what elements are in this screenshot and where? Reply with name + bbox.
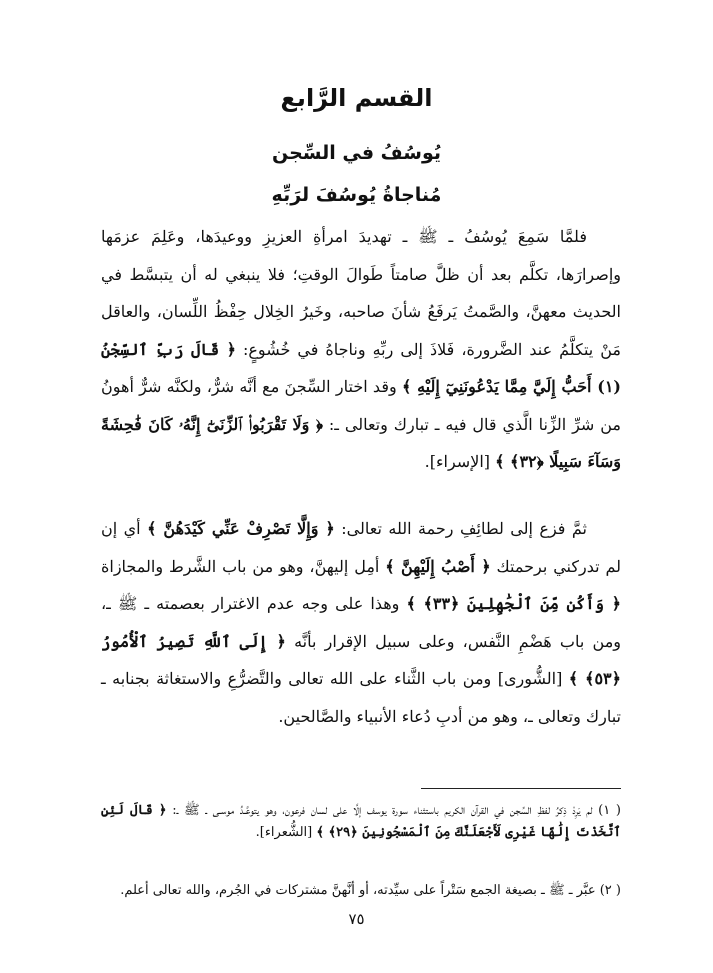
footnote-1 <box>101 800 621 844</box>
paragraph-2-text-e: [الشُّورى] ومن باب الثَّناء على الله تعالى والتَّضرُّعِ والاستغاثة بجنابه ـ تبارك وتعالى ـ، وهو من أدبِ دُعاء الأنبياء والصَّالحين. <box>101 669 621 726</box>
quran-quote: ﴿ أَصْبُ إِلَيْهِنَّ ﴾ <box>385 556 491 576</box>
chapter-title: يُوسُفُ في السِّجن <box>271 142 442 164</box>
section-heading: القسم الرَّابع <box>280 84 433 112</box>
quran-quote: ﴿ وَإِلَّا تَصْرِفْ عَنِّي كَيْدَهُنَّ ﴾ <box>147 519 335 538</box>
footnote-separator <box>421 788 621 789</box>
page-number: ٧٥ <box>348 910 365 928</box>
paragraph-1 <box>101 218 621 481</box>
footnote-1-text: ( ١) لم يَرِدْ ذِكرُ لفظِ السِّجن في القرآن الكريم باستثناء سورة يوسف إلَّا على لسان فرعون، وهو يتوعَّـدُ موسـى ـ ﷺ ـ: <box>166 803 621 818</box>
paragraph-2-text-c: أمِل إليهنَّ، وهو من باب الشَّرط والمجازاة <box>101 556 386 576</box>
subsection-title: مُناجاةُ يُوسُفَ لرَبِّهِ <box>271 184 442 206</box>
paragraph-2-text-b: أي إن لم تدركني برحمتك <box>101 519 621 576</box>
quran-quote: ﴿ وَأَكُن مِّنَ ٱلْجَٰهِلِينَ ﴿٣٣﴾ ﴾ <box>406 594 622 613</box>
quran-quote: ﴿ إِلَى ٱللَّهِ تَصِيرُ ٱلْأُمُورُ ﴿٥٣﴾ ﴾ <box>101 631 621 688</box>
quran-quote: ﴿ وَلَا تَقْرَبُوا۟ ٱلزِّنَىٰٓ إِنَّهُۥ كَانَ فَٰحِشَةً وَسَآءَ سَبِيلًا ﴿٣٢﴾ ﴾ <box>101 414 621 471</box>
paragraph-2-text-d: وهذا على وجه عدم الاغترار بعصمته ـ ﷺ ـ، ومن باب هَضْمِ النَّفس، وعلى سبيل الإقرار بأنَّه <box>101 594 621 651</box>
surah-reference: [الإسراء]. <box>424 452 496 471</box>
paragraph-1-text-a: فلمَّا سَمِعَ يُوسُفُ ـ ﷺ ـ تهديدَ امرأةِ العزيزِ ووعيدَها، وعَلِمَ عزمَها وإصرارَها، تكلَّم بعد أن ظلَّ صامتاً طَوالَ الوقتِ؛ فلا ينبغي له أن يتبسَّط في الحديث معهنَّ، والصَّمتُ يَرفَعُ شأنَ صاحبه، وخَيرُ الخِلال حِفْظُ اللِّسان، والعاقل مَنْ يتكلَّمُ عند الضَّرورة، فَلاذَ إلى ربِّهِ وناجاهُ في خُشُوعٍ: <box>101 227 621 359</box>
paragraph-1-text-b: وقد اختار السِّجنَ مع أنَّه شرٌّ، ولكنَّه شرٌّ أهونُ من شرِّ الزِّنا الَّذي قال فيه ـ تبارك وتعالى ـ: <box>101 377 621 434</box>
footnote-2: ( ٢) عبَّر ـ ﷺ ـ بصيغة الجمع سَتْراً على سيِّدته، أو أنَّهنَّ مشتركات في الجُرم، والله تعالى أعلم. <box>120 883 621 898</box>
surah-reference: [الشُّعراء]. <box>255 825 317 840</box>
paragraph-2-text-a: ثمَّ فزع إلى لطائِفِ رحمة الله تعالى: <box>334 519 587 538</box>
paragraph-2 <box>101 510 621 735</box>
quran-quote: ﴿ قَالَ لَئِنِ ٱتَّخَذْتَ إِلَٰهًا غَيْرِى لَأَجْعَلَنَّكَ مِنَ ٱلْمَسْجُونِينَ ﴿٢٩﴾ ﴾ <box>101 803 621 840</box>
quran-quote: ﴿ قَالَ رَبِّ ٱلسِّجْنُ (١) أَحَبُّ إِلَيَّ مِمَّا يَدْعُونَنِيٓ إِلَيْهِ ﴾ <box>101 339 621 396</box>
